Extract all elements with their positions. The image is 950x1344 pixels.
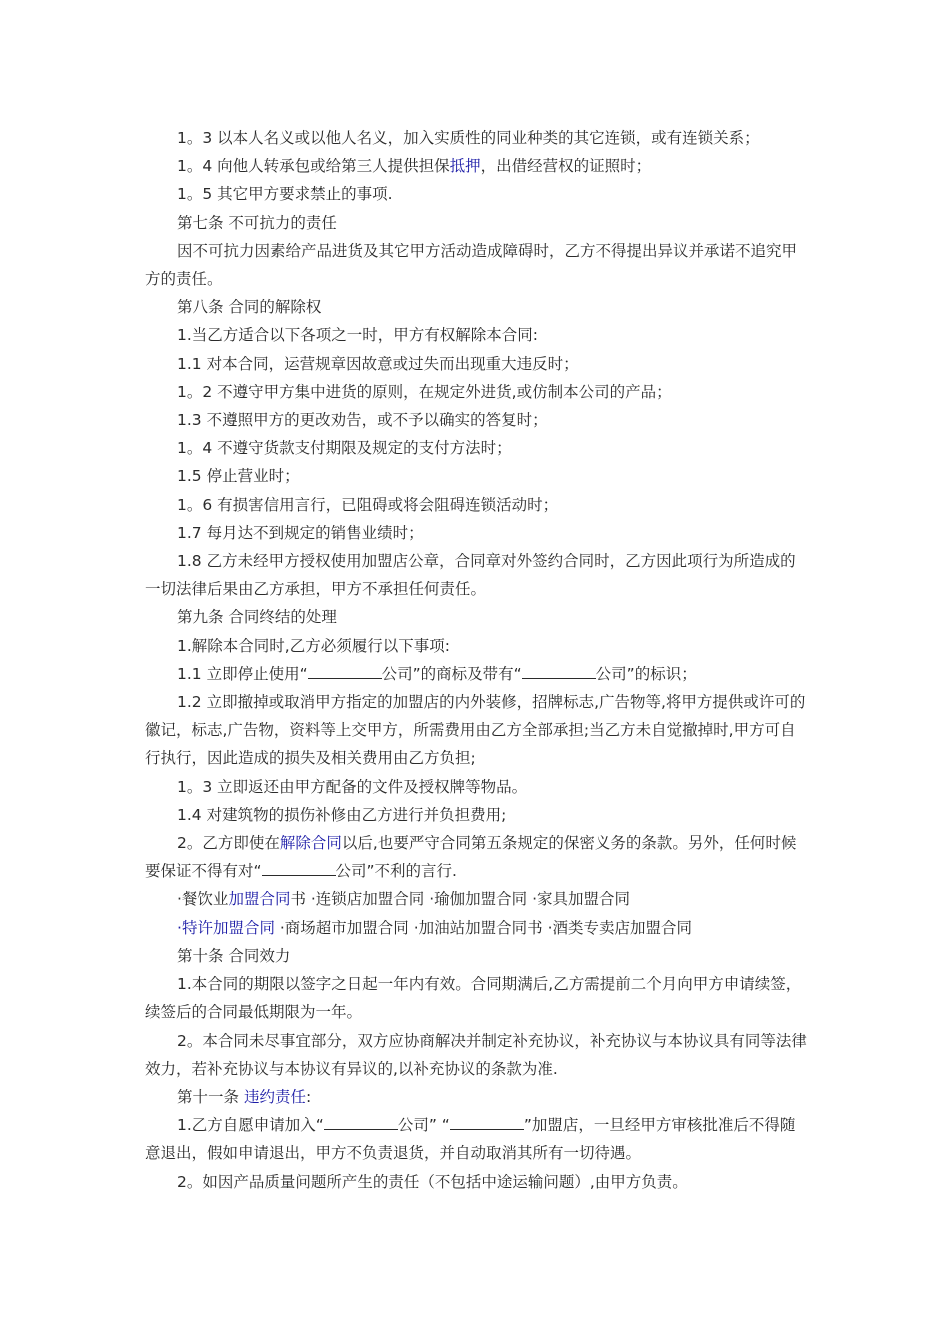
article-7-text: 因不可抗力因素给产品进货及其它甲方活动造成障碍时，乙方不得提出异议并承诺不追究甲方的责任。 xyxy=(145,241,798,289)
link-breach-liability[interactable]: 违约责任 xyxy=(243,1087,306,1106)
article-10-clause-1: 1.本合同的期限以签字之日起一年内有效。合同期满后,乙方需提前二个月向甲方申请续签，续签后的合同最低期限为一年。 xyxy=(145,975,802,1022)
article-8-clause-1-3: 1.3 不遵照甲方的更改劝告，或不予以确实的答复时； xyxy=(177,411,548,430)
article-8-clause-1-4: 1。4 不遵守货款支付期限及规定的支付方法时； xyxy=(177,439,512,458)
clause-1-3: 1。3 以本人名义或以他人名义，加入实质性的同业种类的其它连锁，或有连锁关系； xyxy=(177,129,760,147)
article-11-clause-1: 1.乙方自愿申请加入“ 公司” “ ”加盟店，一旦经甲方审核批准后不得随意退出，假如申请退出，甲方不负责退货，并自动取消其所有一切待遇。 xyxy=(145,1116,796,1163)
link-franchise-contract[interactable]: 加盟合同 xyxy=(228,890,291,909)
article-11-heading: 第十一条 违约责任: xyxy=(177,1087,312,1106)
clause-1-4: 1。4 向他人转承包或给第三人提供担保抵押，出借经营权的证照时； xyxy=(177,157,652,176)
link-terminate-contract[interactable]: 解除合同 xyxy=(279,834,342,853)
article-8-clause-1-1: 1.1 对本合同，运营规章因故意或过失而出现重大违反时； xyxy=(177,354,579,373)
article-9-clause-1-1: 1.1 立即停止使用“ 公司”的商标及带有“ 公司”的标识； xyxy=(177,664,697,683)
blank-line xyxy=(308,663,382,679)
blank-line xyxy=(522,663,596,679)
article-9-clause-1-3: 1。3 立即返还由甲方配备的文件及授权牌等物品。 xyxy=(177,777,528,796)
blank-line xyxy=(262,860,336,876)
link-special-franchise-contract[interactable]: 特许加盟合同 xyxy=(181,918,275,937)
article-11-clause-2: 2。如因产品质量问题所产生的责任（不包括中途运输问题）,由甲方负责。 xyxy=(177,1172,688,1191)
article-8-clause-1-6: 1。6 有损害信用言行，已阻碍或将会阻碍连锁活动时； xyxy=(177,495,559,514)
article-7-heading: 第七条 不可抗力的责任 xyxy=(177,213,337,232)
article-10-clause-2: 2。本合同未尽事宜部分，双方应协商解决并制定补充协议，补充协议与本协议具有同等法律效力，若补充协议与本协议有异议的,以补充协议的条款为准. xyxy=(145,1031,807,1078)
blank-line xyxy=(324,1114,398,1130)
article-10-heading: 第十条 合同效力 xyxy=(177,946,291,965)
article-9-heading: 第九条 合同终结的处理 xyxy=(177,608,337,627)
article-8-heading: 第八条 合同的解除权 xyxy=(177,298,322,317)
related-links-row-1: ·餐饮业加盟合同书 ·连锁店加盟合同 ·瑜伽加盟合同 ·家具加盟合同 xyxy=(177,890,631,909)
related-links-row-2: ·特许加盟合同 ·商场超市加盟合同 ·加油站加盟合同书 ·酒类专卖店加盟合同 xyxy=(177,918,693,937)
article-9-clause-1-2: 1.2 立即撤掉或取消甲方指定的加盟店的内外装修，招牌标志,广告物等,将甲方提供或许可的徽记，标志,广告物，资料等上交甲方，所需费用由乙方全部承担;当乙方未自觉撤掉时,甲方可自行执行，因此造成的损失及相关费用由乙方负担; xyxy=(145,693,806,768)
article-8-clause-1-7: 1.7 每月达不到规定的销售业绩时； xyxy=(177,523,424,542)
contract-body xyxy=(145,124,810,1196)
clause-1-5: 1。5 其它甲方要求禁止的事项. xyxy=(177,185,393,204)
article-9-clause-1-4: 1.4 对建筑物的损伤补修由乙方进行并负担费用; xyxy=(177,805,507,824)
article-9-clause-2: 2。乙方即使在解除合同以后,也要严守合同第五条规定的保密义务的条款。另外，任何时候要保证不得有对“ 公司”不利的言行. xyxy=(145,834,797,881)
article-8-clause-1-2: 1。2 不遵守甲方集中进货的原则，在规定外进货,或仿制本公司的产品； xyxy=(177,382,672,401)
article-9-clause-1: 1.解除本合同时,乙方必须履行以下事项: xyxy=(177,636,450,655)
article-8-clause-1-8: 1.8 乙方未经甲方授权使用加盟店公章，合同章对外签约合同时，乙方因此项行为所造成的一切法律后果由乙方承担，甲方不承担任何责任。 xyxy=(145,552,796,599)
link-mortgage[interactable]: 抵押 xyxy=(449,157,481,176)
blank-line xyxy=(450,1114,524,1130)
article-8-clause-1-5: 1.5 停止营业时； xyxy=(177,467,300,486)
article-8-clause-1: 1.当乙方适合以下各项之一时，甲方有权解除本合同: xyxy=(177,326,539,345)
